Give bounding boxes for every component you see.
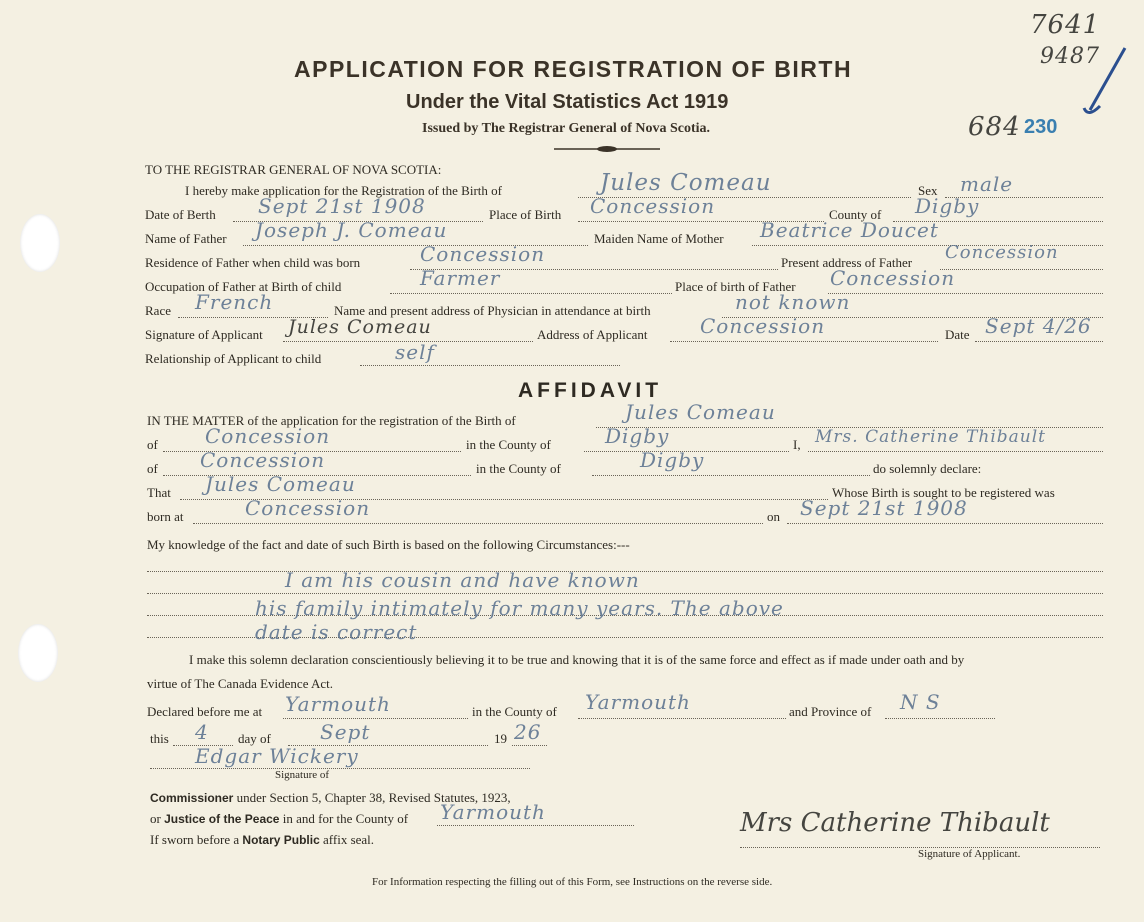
label-father-name: Name of Father: [145, 231, 227, 246]
declared-county: Yarmouth: [585, 690, 691, 714]
label-county-1: in the County of: [466, 437, 551, 452]
label-address-applicant: Address of Applicant: [537, 327, 648, 342]
affidavit-county-2: Digby: [640, 448, 705, 472]
label-born-at: born at: [147, 509, 184, 524]
label-on: on: [767, 509, 780, 524]
label-county: County of: [829, 207, 882, 222]
corner-number-2: 9487: [1040, 44, 1100, 69]
affidavit-of-2: Concession: [200, 448, 326, 472]
circumstance-line-2: his family intimately for many years. The above: [255, 596, 784, 620]
commissioner-line: Commissioner under Section 5, Chapter 38, Revised Statutes, 1923,: [150, 790, 511, 805]
justice-county: Yarmouth: [440, 800, 546, 824]
label-signature-applicant: Signature of Applicant: [145, 327, 263, 342]
value-physician: not known: [735, 290, 851, 314]
label-declared-county: in the County of: [472, 704, 557, 719]
value-date: Sept 4/26: [985, 314, 1092, 338]
file-number-handwritten: 684: [968, 112, 1021, 142]
value-county: Digby: [915, 194, 980, 218]
label-place-birth-father: Place of birth of Father: [675, 279, 796, 294]
corner-check-mark: [1070, 40, 1140, 120]
label-race: Race: [145, 303, 171, 318]
label-occupation: Occupation of Father at Birth of child: [145, 279, 342, 294]
label-residence-father: Residence of Father when child was born: [145, 255, 361, 270]
label-year-prefix: 19: [494, 731, 507, 746]
punch-hole-top: [20, 214, 60, 272]
label-relationship: Relationship of Applicant to child: [145, 351, 322, 366]
affidavit-born-at: Concession: [245, 496, 371, 520]
title-ornament: [552, 144, 662, 154]
declared-province: N S: [900, 690, 941, 714]
value-present-address: Concession: [945, 242, 1059, 263]
circumstance-line-1: I am his cousin and have known: [285, 568, 640, 592]
label-signature-of: Signature of: [275, 769, 330, 781]
affidavit-child: Jules Comeau: [625, 400, 776, 424]
form-title: APPLICATION FOR REGISTRATION OF BIRTH: [294, 56, 853, 82]
value-applicant-signature: Jules Comeau: [288, 316, 432, 338]
label-do-solemnly: do solemnly declare:: [873, 461, 982, 476]
affidavit-of-1: Concession: [205, 424, 331, 448]
solemn-declaration-1: I make this solemn declaration conscientiously believing it to be true and knowing that it is of the same force and effect as if made under oath and by: [189, 652, 965, 667]
label-province: and Province of: [789, 704, 872, 719]
justice-line: or Justice of the Peace in and for the County of: [150, 811, 409, 826]
value-place-birth-father: Concession: [830, 266, 956, 290]
declared-year: 26: [514, 720, 542, 744]
affidavit-matter-line: IN THE MATTER of the application for the registration of the Birth of: [147, 413, 516, 428]
label-mother-maiden: Maiden Name of Mother: [594, 231, 724, 246]
declared-month: Sept: [320, 720, 371, 744]
form-subtitle: Under the Vital Statistics Act 1919: [406, 91, 729, 113]
solemn-declaration-2: virtue of The Canada Evidence Act.: [147, 676, 334, 691]
label-of-1: of: [147, 437, 158, 452]
affidavit-that: Jules Comeau: [205, 472, 356, 496]
label-declared-before: Declared before me at: [147, 704, 263, 719]
issuer-line: Issued by The Registrar General of Nova Scotia.: [422, 121, 711, 136]
value-applicant-address: Concession: [700, 314, 826, 338]
to-registrar: TO THE REGISTRAR GENERAL OF NOVA SCOTIA:: [145, 162, 442, 177]
applicant-signature-affidavit: Mrs Catherine Thibault: [740, 808, 1050, 838]
label-date: Date: [945, 327, 970, 342]
value-occupation: Farmer: [420, 266, 501, 290]
affidavit-on: Sept 21st 1908: [800, 496, 968, 520]
notary-line: If sworn before a Notary Public affix seal.: [150, 832, 375, 847]
label-sex: Sex: [918, 183, 938, 198]
label-hereby: I hereby make application for the Registration of the Birth of: [185, 183, 502, 198]
value-mother-maiden: Beatrice Doucet: [760, 218, 939, 242]
label-of-2: of: [147, 461, 158, 476]
label-day-of: day of: [238, 731, 271, 746]
commissioner-signature: Edgar Wickery: [195, 744, 359, 768]
declared-day: 4: [195, 720, 209, 744]
declared-at: Yarmouth: [285, 692, 391, 716]
label-whose-birth: Whose Birth is sought to be registered was: [832, 485, 1055, 500]
label-signature-of-applicant: Signature of Applicant.: [918, 848, 1021, 860]
affidavit-declarant: Mrs. Catherine Thibault: [815, 427, 1046, 447]
label-that: That: [147, 485, 171, 500]
value-race: French: [195, 290, 274, 314]
corner-number-1: 7641: [1030, 10, 1101, 40]
label-physician: Name and present address of Physician in attendance at birth: [334, 303, 651, 318]
label-date-of-birth: Date of Berth: [145, 207, 216, 222]
value-father-name: Joseph J. Comeau: [255, 218, 448, 242]
label-county-2: in the County of: [476, 461, 561, 476]
value-sex: male: [960, 172, 1014, 196]
footer-note: For Information respecting the filling out of this Form, see Instructions on the reverse side.: [372, 876, 773, 888]
label-i: I,: [793, 437, 801, 452]
value-residence-father: Concession: [420, 242, 546, 266]
value-child-name: Jules Comeau: [600, 170, 772, 196]
label-present-address: Present address of Father: [781, 255, 913, 270]
file-number-stamp: 230: [1024, 116, 1058, 138]
circumstance-line-3: date is correct: [255, 620, 418, 644]
label-knowledge: My knowledge of the fact and date of such Birth is based on the following Circumstances:---: [147, 537, 630, 552]
label-this: this: [150, 731, 169, 746]
value-date-of-birth: Sept 21st 1908: [258, 194, 426, 218]
value-place-of-birth: Concession: [590, 194, 716, 218]
punch-hole-bottom: [18, 624, 58, 682]
value-relationship: self: [395, 340, 435, 364]
affidavit-county-1: Digby: [605, 424, 670, 448]
label-place-of-birth: Place of Birth: [489, 207, 562, 222]
affidavit-heading: AFFIDAVIT: [518, 379, 663, 402]
